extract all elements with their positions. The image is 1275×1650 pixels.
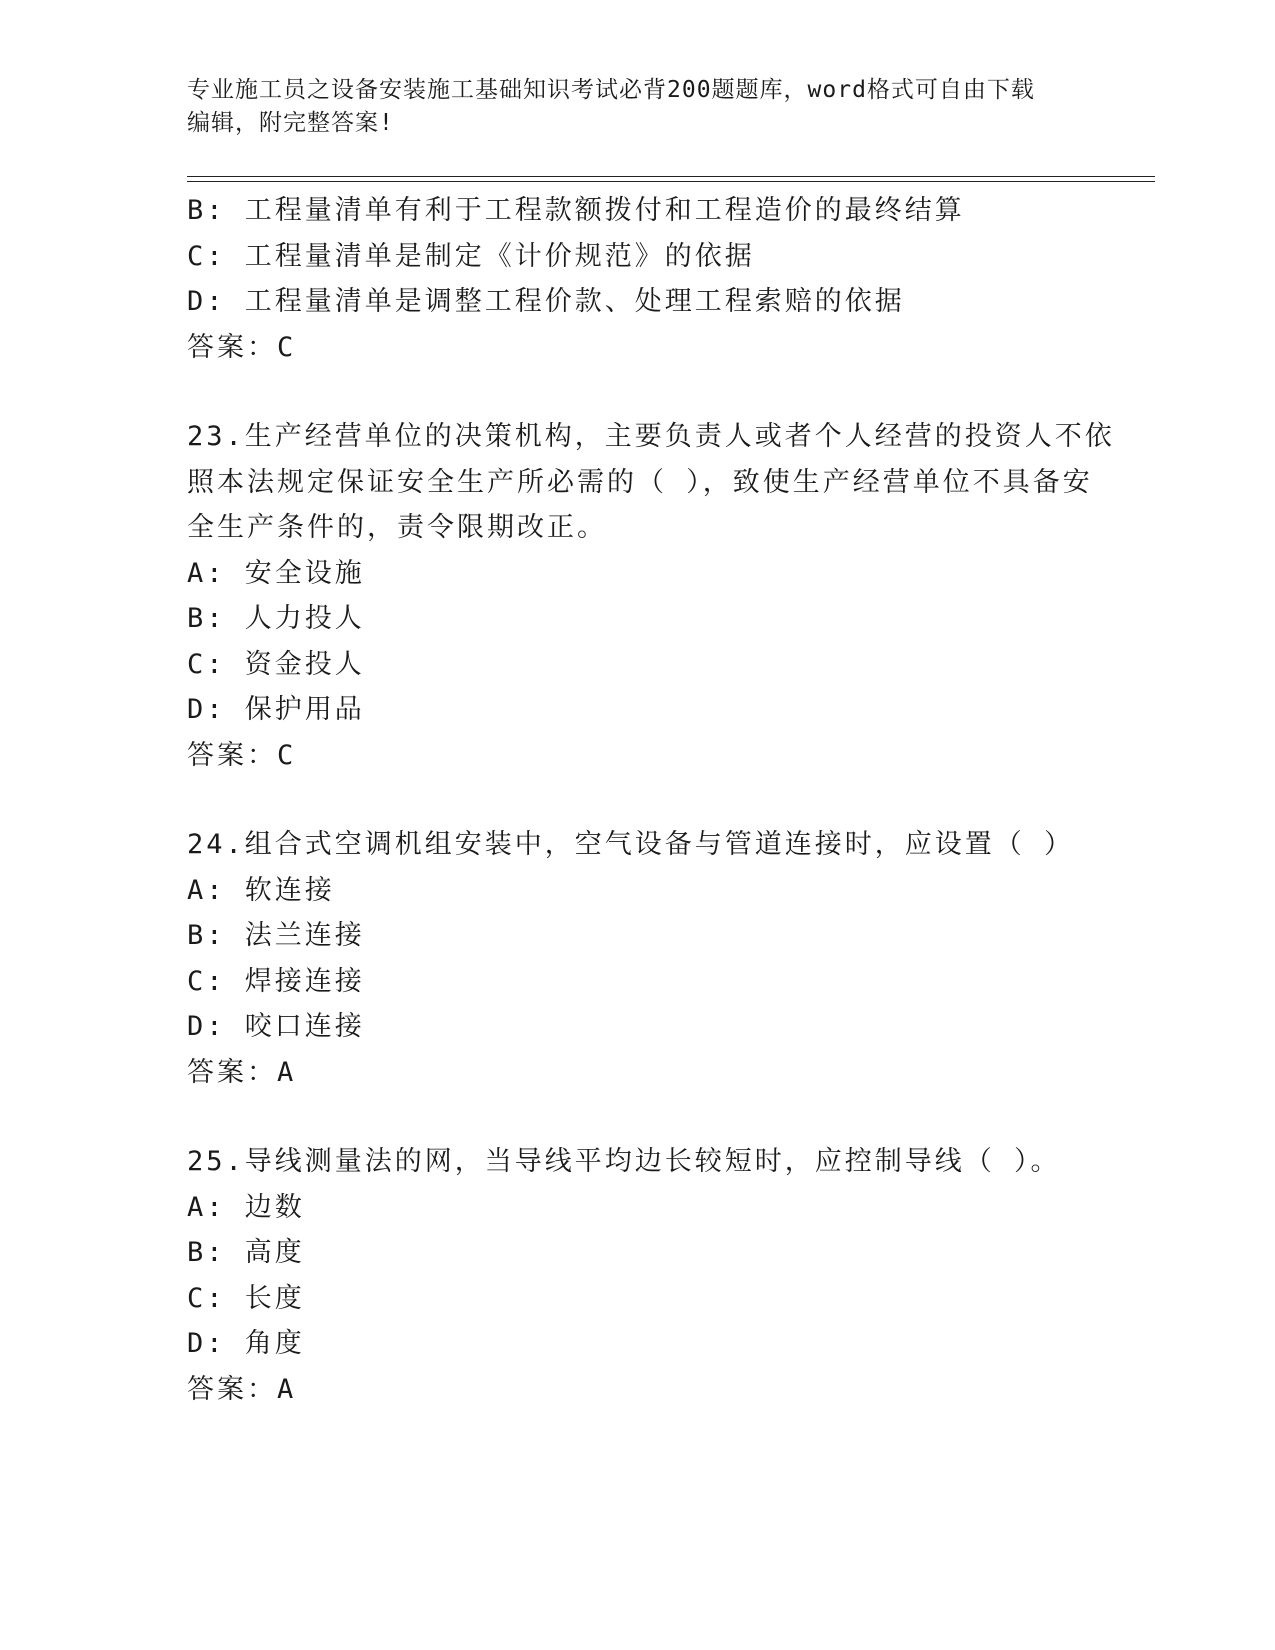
question-stem-line: 全生产条件的，责令限期改正。 [187, 512, 607, 543]
option-b [187, 188, 1087, 234]
option-text: 边数 [244, 1191, 305, 1223]
prev-question-block [187, 188, 1087, 370]
question-23 [187, 414, 1115, 778]
option-b [187, 913, 1087, 959]
option-text: 安全设施 [244, 557, 365, 589]
option-c [187, 959, 1087, 1005]
option-c [187, 234, 1087, 280]
option-text: 咬口连接 [244, 1011, 365, 1042]
option-label: D: [187, 1328, 226, 1359]
option-label: B: [187, 920, 226, 951]
option-a [187, 1185, 1087, 1231]
option-d [187, 279, 1087, 325]
question-25 [187, 1139, 1087, 1412]
option-d [187, 687, 1087, 733]
header-line-2: 编辑，附完整答案! [187, 110, 394, 136]
question-stem-line: 25.导线测量法的网，当导线平均边长较短时，应控制导线（ ）。 [187, 1146, 1061, 1177]
option-text: 焊接连接 [244, 965, 365, 997]
option-label: A: [187, 874, 226, 906]
option-text: 保护用品 [244, 694, 365, 725]
option-label: D: [187, 1011, 226, 1042]
option-label: C: [187, 648, 226, 680]
option-a [187, 551, 1087, 597]
answer-line: 答案：A [187, 1373, 297, 1405]
option-text: 角度 [244, 1328, 305, 1359]
answer-line: 答案：A [187, 1056, 297, 1088]
option-label: D: [187, 286, 226, 317]
option-label: C: [187, 965, 226, 997]
option-label: C: [187, 1282, 226, 1314]
option-a [187, 868, 1087, 914]
option-label: A: [187, 557, 226, 589]
option-text: 长度 [244, 1282, 305, 1314]
document-header [187, 74, 1087, 140]
option-text: 工程量清单是制定《计价规范》的依据 [244, 240, 755, 272]
option-c [187, 1276, 1087, 1322]
question-list [187, 188, 1115, 1412]
option-text: 资金投人 [244, 648, 365, 680]
question-stem-line: 照本法规定保证安全生产所必需的（ ），致使生产经营单位不具备安 [187, 466, 1093, 498]
option-text: 工程量清单是调整工程价款、处理工程索赔的依据 [244, 286, 905, 317]
option-label: B: [187, 603, 226, 634]
option-d [187, 1004, 1087, 1050]
header-line-1: 专业施工员之设备安装施工基础知识考试必背200题题库，word格式可自由下载 [187, 77, 1035, 103]
option-label: B: [187, 1237, 226, 1268]
header-divider-top [187, 176, 1155, 177]
option-text: 高度 [244, 1237, 305, 1268]
option-label: D: [187, 694, 226, 725]
option-d [187, 1321, 1087, 1367]
header-divider-bottom [187, 181, 1155, 182]
option-c [187, 642, 1087, 688]
option-text: 法兰连接 [244, 920, 365, 951]
option-b [187, 1230, 1087, 1276]
answer-line: 答案：C [187, 739, 297, 771]
option-text: 人力投人 [244, 603, 365, 634]
question-stem-line: 24.组合式空调机组安装中，空气设备与管道连接时，应设置（ ） [187, 829, 1075, 860]
option-label: B: [187, 195, 226, 226]
option-label: C: [187, 240, 226, 272]
question-stem-line: 23.生产经营单位的决策机构，主要负责人或者个人经营的投资人不依 [187, 421, 1115, 452]
option-b [187, 596, 1087, 642]
answer-line: 答案：C [187, 331, 297, 363]
option-label: A: [187, 1191, 226, 1223]
option-text: 软连接 [244, 874, 335, 906]
question-24 [187, 822, 1087, 1095]
option-text: 工程量清单有利于工程款额拨付和工程造价的最终结算 [244, 195, 965, 226]
